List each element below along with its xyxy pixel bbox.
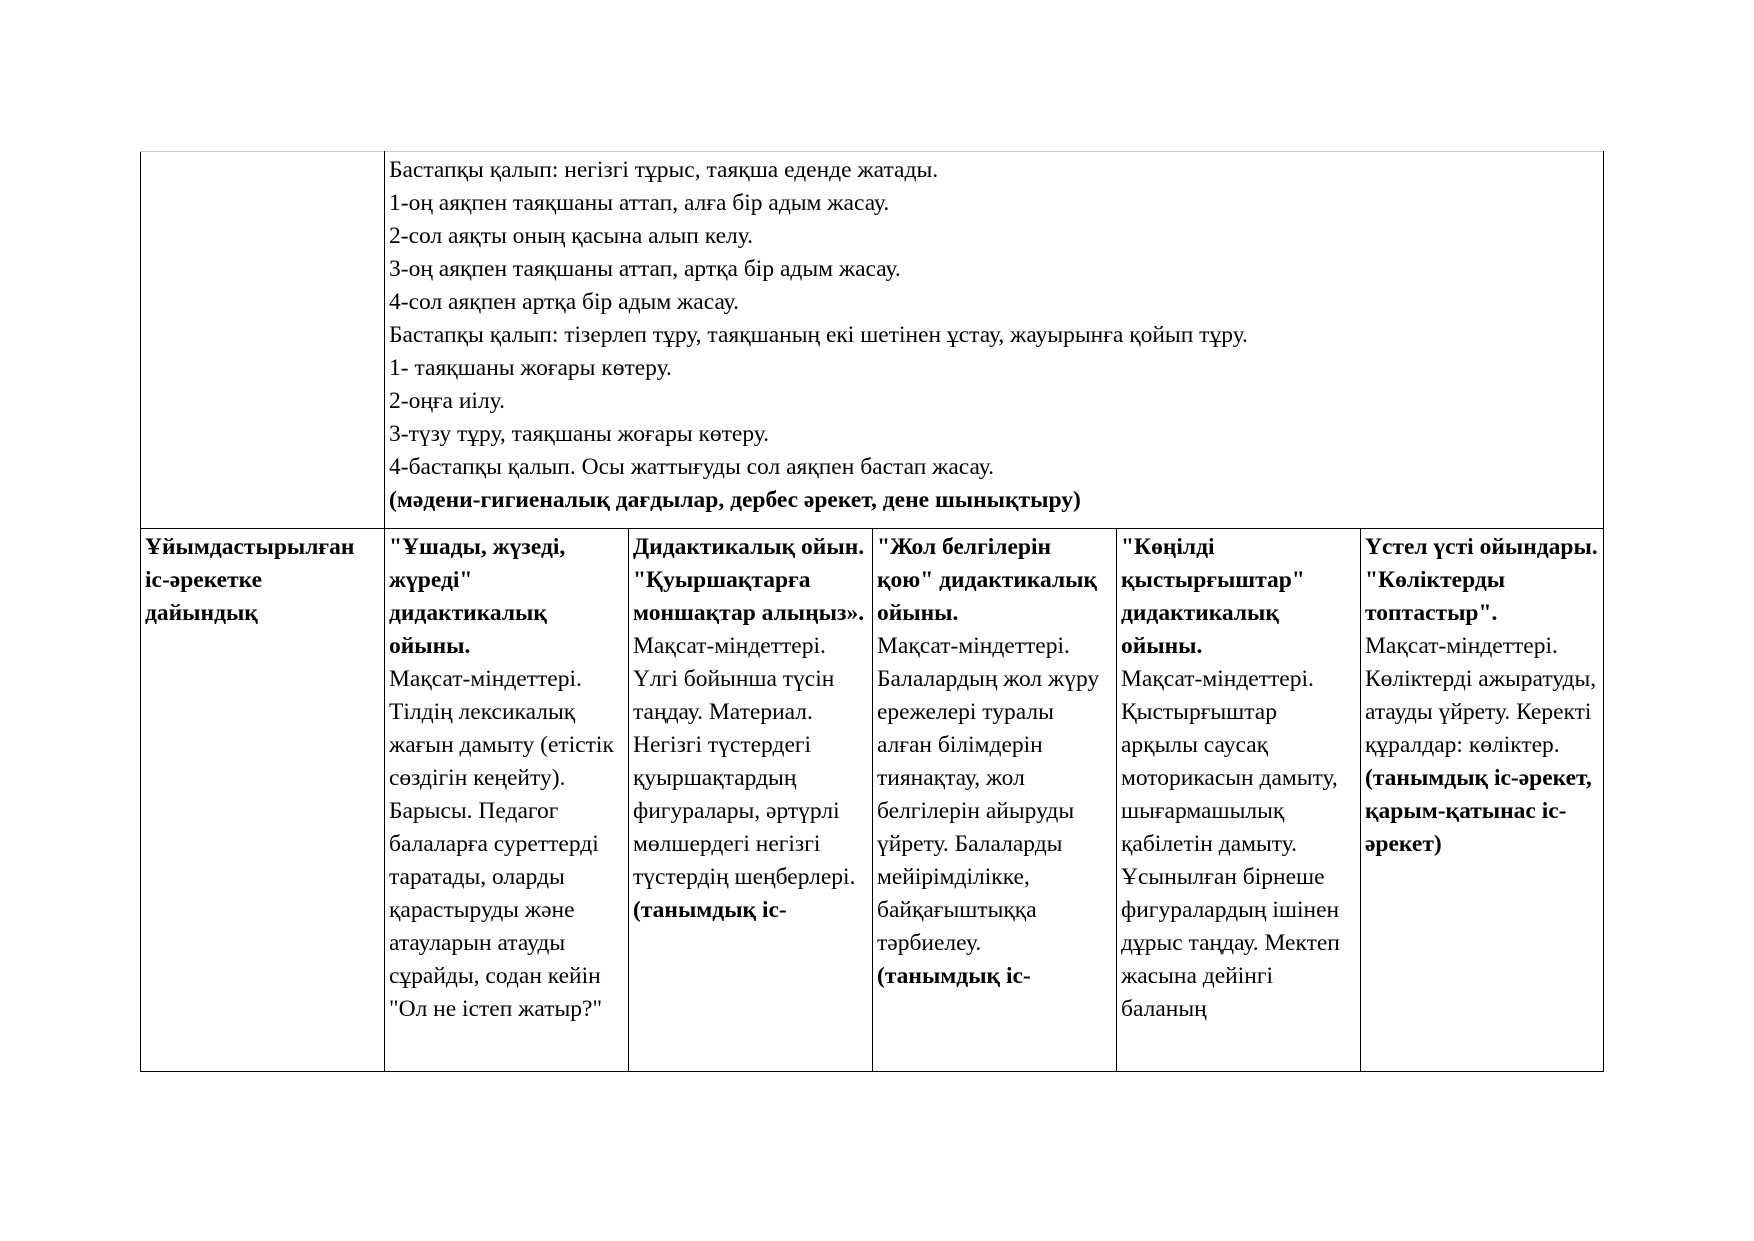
exercise-line: 2-сол аяқты оның қасына алып келу. [389, 223, 754, 249]
exercise-line: 1-оң аяқпен таяқшаны аттап, алға бір адым жасау. [389, 190, 890, 216]
activity-type-note: (танымдық іс- [633, 897, 787, 923]
exercise-line: Бастапқы қалып: тізерлеп тұру, таяқшаның екі шетінен ұстау, жауырынға қойып тұру. [389, 322, 1248, 348]
activity-prep-row [141, 529, 1604, 1072]
game-title: "Көңілді қыстырғыштар" дидактикалық ойыны. [1121, 534, 1305, 659]
exercise-line: 3-түзу тұру, таяқшаны жоғары көтеру. [389, 421, 770, 447]
exercise-line: Бастапқы қалып: негізгі тұрыс, таяқша еденде жатады. [389, 157, 939, 183]
game-title: "Жол белгілерін қою" дидактикалық ойыны. [877, 534, 1098, 626]
game-description: Мақсат-міндеттері. Тілдің лексикалық жағын дамыту (етістік сөздігін кеңейту). Барысы. Педагог балаларға суреттерді таратады, оларды қарастыруды және атауларын атауды сұрайды, содан кейін "Ол не істеп жатыр?" [389, 666, 614, 1022]
game-description: Мақсат-міндеттері. Балалардың жол жүру ережелері туралы алған білімдерін тиянақтау, жол белгілерін айыруды үйрету. Балаларды мейірімділікке, байқағыштыққа тәрбиелеу. [877, 633, 1100, 956]
game-description: Мақсат-міндеттері. Үлгі бойынша түсін таңдау. Материал. Негізгі түстердегі қуыршақтардың фигуралары, әртүрлі мөлшердегі негізгі түстердің шеңберлері. [633, 633, 856, 890]
exercise-line: 1- таяқшаны жоғары көтеру. [389, 355, 672, 381]
game-title: Үстел үсті ойындары. "Көліктерды топтастыр". [1365, 534, 1598, 626]
activity-type-note: (танымдық іс- [877, 963, 1031, 989]
game-cell-5 [1361, 529, 1604, 1072]
exercise-description-cell [385, 152, 1604, 529]
exercise-row [141, 152, 1604, 529]
game-description: Мақсат-міндеттері. Көліктерді ажыратуды, атауды үйрету. Керекті құралдар: көліктер. [1365, 633, 1597, 758]
exercise-line: 2-оңға иілу. [389, 388, 505, 414]
row-header-label: Ұйымдастырылған іс-әрекетке дайындық [145, 534, 355, 626]
game-cell-4 [1117, 529, 1361, 1072]
row-header-cell [141, 529, 385, 1072]
activity-type-note: (танымдық іс-әрекет, қарым-қатынас іс-әрекет) [1365, 765, 1592, 857]
plan-table [140, 151, 1604, 1072]
exercise-line: 4-бастапқы қалып. Осы жаттығуды сол аяқпен бастап жасау. [389, 454, 995, 480]
game-cell-1 [385, 529, 629, 1072]
game-title: "Ұшады, жүзеді, жүреді" дидактикалық ойыны. [389, 534, 566, 659]
row1-label-cell [141, 152, 385, 529]
exercise-line: 4-сол аяқпен артқа бір адым жасау. [389, 289, 739, 315]
exercise-line: 3-оң аяқпен таяқшаны аттап, артқа бір адым жасау. [389, 256, 901, 282]
game-cell-2 [629, 529, 873, 1072]
game-title: Дидактикалық ойын. "Қуыршақтарға моншақтар алыңыз». [633, 534, 865, 626]
activity-types-note: (мәдени-гигиеналық дағдылар, дербес әрекет, дене шынықтыру) [389, 487, 1081, 513]
game-description: Мақсат-міндеттері. Қыстырғыштар арқылы саусақ моторикасын дамыту, шығармашылық қабілетін дамыту. Ұсынылған бірнеше фигуралардың ішінен дұрыс таңдау. Мектеп жасына дейінгі баланың [1121, 666, 1340, 1022]
game-cell-3 [873, 529, 1117, 1072]
